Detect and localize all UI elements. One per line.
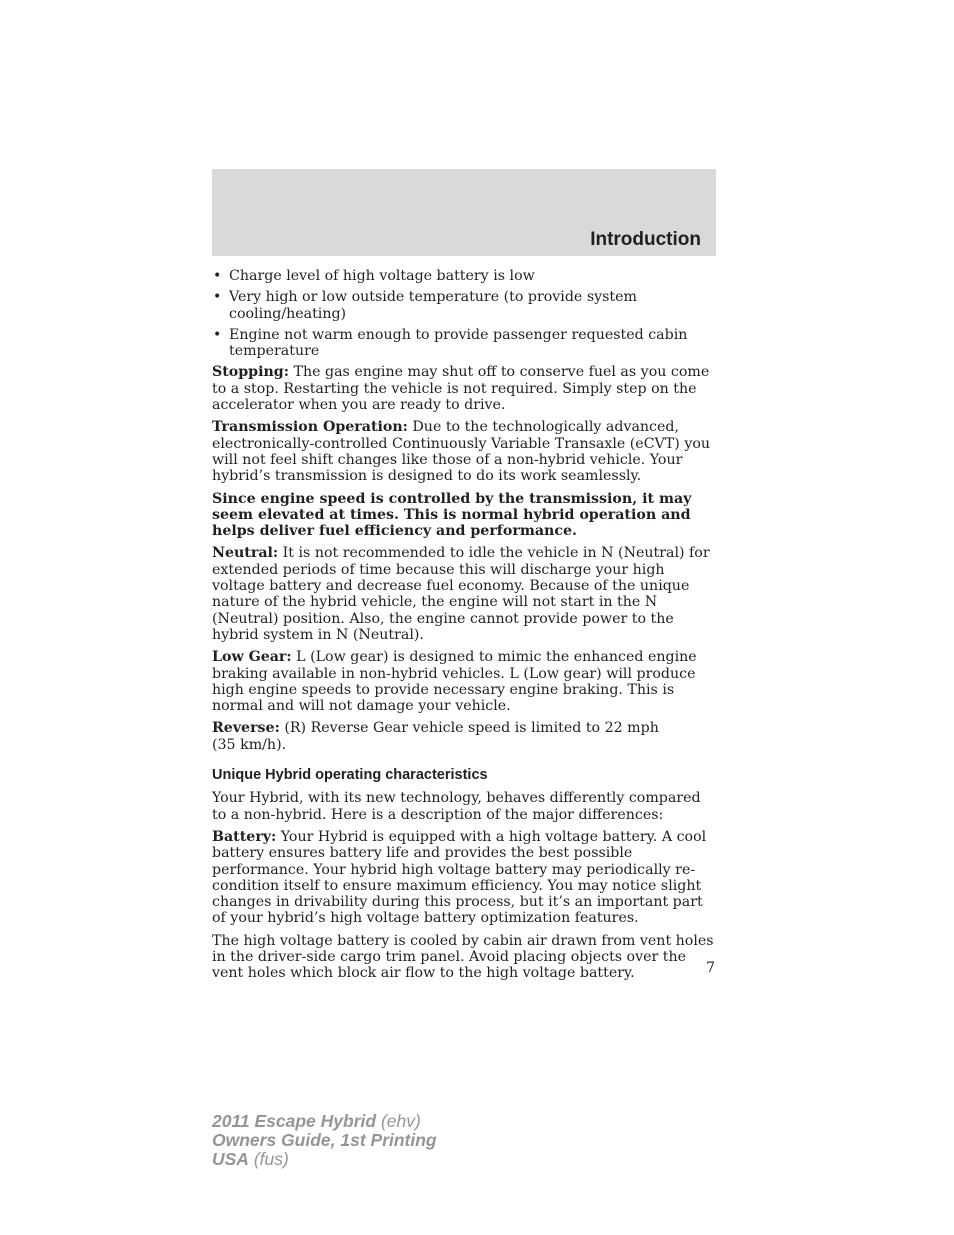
stopping-paragraph	[212, 364, 716, 413]
footer-market-code: (fus)	[248, 1149, 289, 1169]
subsection-heading: Unique Hybrid operating characteristics	[212, 767, 488, 784]
low-gear-paragraph	[212, 649, 716, 714]
battery-text: Your Hybrid is equipped with a high voltage battery. A cool battery ensures battery life and provides the best possible performance. Your hybrid high voltage battery may periodically re-condition itself to ensure maximum efficiency. You may notice slight changes in drivability during this process, but it’s an important part of your hybrid’s high voltage battery optimization features.	[212, 828, 707, 927]
hybrid-intro-paragraph: Your Hybrid, with its new technology, behaves differently compared to a non-hybrid. Here is a description of the major differences:	[212, 790, 701, 823]
transmission-label: Transmission Operation:	[212, 419, 408, 436]
engine-speed-note: Since engine speed is controlled by the transmission, it may seem elevated at times. This is normal hybrid operation and helps deliver fuel efficiency and performance.	[212, 490, 692, 540]
transmission-text: Due to the technologically advanced, electronically-controlled Continuously Variable Transaxle (eCVT) you will not feel shift changes like those of a non-hybrid vehicle. Your hybrid’s transmission is designed to do its work seamlessly.	[212, 419, 711, 485]
neutral-paragraph	[212, 545, 716, 643]
bullet-list	[212, 268, 716, 359]
low-gear-text: L (Low gear) is designed to mimic the enhanced engine braking available in non-hybrid vehicles. L (Low gear) will produce high engine speeds to provide necessary engine braking. This is normal and will not damage your vehicle.	[212, 649, 697, 715]
neutral-text: It is not recommended to idle the vehicle in N (Neutral) for extended periods of time because this will discharge your high voltage battery and decrease fuel economy. Because of the unique nature of the hybrid vehicle, the engine will not start in the N (Neutral) position. Also, the engine cannot provide power to the hybrid system in N (Neutral).	[212, 545, 710, 643]
low-gear-label: Low Gear:	[212, 649, 292, 666]
page-number: 7	[706, 960, 715, 976]
footer-model-code: (ehv)	[376, 1111, 421, 1131]
transmission-paragraph	[212, 419, 716, 484]
reverse-text-line2: (35 km/h).	[212, 736, 287, 753]
battery-paragraph	[212, 829, 716, 927]
footer-line-2: Owners Guide, 1st Printing	[212, 1130, 437, 1150]
footer-line-3	[212, 1150, 437, 1169]
list-item: • Charge level of high voltage battery is low	[212, 268, 716, 284]
list-item: • Very high or low outside temperature (to provide system cooling/heating)	[212, 289, 716, 322]
footer-model: 2011 Escape Hybrid	[212, 1111, 377, 1131]
footer-market: USA	[212, 1149, 249, 1169]
list-item: • Engine not warm enough to provide passenger requested cabin temperature	[212, 327, 716, 360]
reverse-paragraph	[212, 720, 716, 753]
stopping-label: Stopping:	[212, 364, 289, 381]
footer-line-1	[212, 1112, 437, 1131]
document-footer	[212, 1112, 437, 1169]
neutral-label: Neutral:	[212, 545, 279, 562]
battery-cooling-paragraph: The high voltage battery is cooled by cabin air drawn from vent holes in the driver-side cargo trim panel. Avoid placing objects over the vent holes which block air flow to the high voltage battery.	[212, 932, 714, 982]
battery-label: Battery:	[212, 828, 277, 845]
stopping-text: The gas engine may shut off to conserve fuel as you come to a stop. Restarting the vehicle is not required. Simply step on the accelerator when you are ready to drive.	[212, 364, 710, 414]
section-title: Introduction	[590, 229, 701, 250]
reverse-text-line1: (R) Reverse Gear vehicle speed is limited to 22 mph	[279, 720, 659, 737]
section-header-band	[212, 169, 716, 256]
reverse-label: Reverse:	[212, 720, 280, 737]
page-content	[212, 268, 716, 988]
